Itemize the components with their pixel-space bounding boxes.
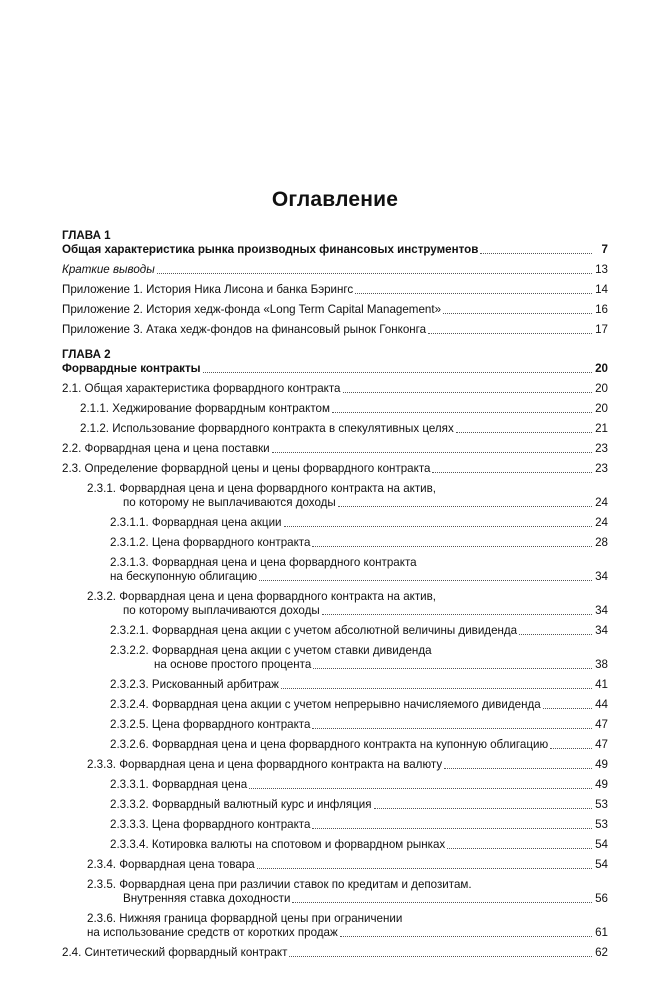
dot-leader xyxy=(456,431,592,433)
toc-entry-2-3[interactable] xyxy=(62,462,608,476)
toc-entry-text: 2.3.2.5. Цена форвардного контракта xyxy=(110,718,311,731)
toc-page-number: 24 xyxy=(595,496,608,509)
toc-entry-text: 2.3.6. Нижняя граница форвардной цены при ограничении xyxy=(87,912,403,925)
toc-entry-text: Краткие выводы xyxy=(62,263,155,276)
dot-leader xyxy=(157,272,592,274)
toc-page xyxy=(62,188,608,966)
dot-leader xyxy=(444,767,592,769)
toc-entry-text-continuation: на основе простого процента xyxy=(154,658,312,671)
dot-leader xyxy=(312,727,592,729)
toc-entry-2-3-3-2[interactable] xyxy=(62,798,608,812)
dot-leader xyxy=(343,391,593,393)
toc-entry-text: Общая характеристика рынка производных финансовых инструментов xyxy=(62,243,479,256)
toc-page-number: 49 xyxy=(595,778,608,791)
toc-entry-2-3-2-3[interactable] xyxy=(62,678,608,692)
toc-entry-text: 2.3.1. Форвардная цена и цена форвардного контракта на актив, xyxy=(87,482,437,495)
dot-leader xyxy=(543,707,592,709)
toc-page-number: 34 xyxy=(595,570,608,583)
toc-page-number: 56 xyxy=(595,892,608,905)
toc-entry-2-3-2-4[interactable] xyxy=(62,698,608,712)
toc-entry-appendix-3[interactable] xyxy=(62,323,608,337)
dot-leader xyxy=(313,667,592,669)
toc-entry-text: 2.4. Синтетический форвардный контракт xyxy=(62,946,288,959)
toc-entry-text: 2.3.1.2. Цена форвардного контракта xyxy=(110,536,311,549)
dot-leader xyxy=(519,633,592,635)
toc-entry-2-2[interactable] xyxy=(62,442,608,456)
toc-page-number: 34 xyxy=(595,624,608,637)
dot-leader xyxy=(338,505,592,507)
toc-entry-text: 2.3.4. Форвардная цена товара xyxy=(87,858,255,871)
toc-entry-text-continuation: на использование средств от коротких продаж xyxy=(87,926,338,939)
chapter-2-label: ГЛАВА 2 xyxy=(62,348,111,361)
toc-entry-text: 2.3.1.3. Форвардная цена и цена форвардного контракта xyxy=(110,556,417,569)
toc-entry-text-continuation: Внутренняя ставка доходности xyxy=(123,892,291,905)
toc-page-number: 61 xyxy=(595,926,608,939)
toc-entry-text: 2.2. Форвардная цена и цена поставки xyxy=(62,442,270,455)
toc-entry-text: 2.3.3.4. Котировка валюты на спотовом и форвардном рынках xyxy=(110,838,446,851)
toc-entry-text: 2.1.2. Использование форвардного контракта в спекулятивных целях xyxy=(80,422,454,435)
toc-page-number: 23 xyxy=(595,442,608,455)
toc-page-number: 53 xyxy=(595,798,608,811)
toc-page-number: 17 xyxy=(595,323,608,336)
dot-leader xyxy=(480,252,592,254)
toc-entry-text: Приложение 1. История Ника Лисона и банка Бэрингс xyxy=(62,283,354,296)
toc-page-number: 20 xyxy=(595,382,608,395)
dot-leader xyxy=(312,827,592,829)
dot-leader xyxy=(550,747,592,749)
dot-leader xyxy=(432,471,592,473)
dot-leader xyxy=(374,807,592,809)
toc-page-number: 20 xyxy=(595,362,608,375)
toc-page-number: 44 xyxy=(595,698,608,711)
dot-leader xyxy=(355,292,592,294)
toc-entry-2-3-2-2[interactable] xyxy=(62,644,608,672)
dot-leader xyxy=(257,867,592,869)
toc-entry-text: 2.3.1.1. Форвардная цена акции xyxy=(110,516,282,529)
toc-entry-text: Приложение 3. Атака хедж-фондов на финансовый рынок Гонконга xyxy=(62,323,427,336)
dot-leader xyxy=(428,332,592,334)
toc-page-number: 54 xyxy=(595,838,608,851)
toc-page-number: 14 xyxy=(595,283,608,296)
toc-page-number: 23 xyxy=(595,462,608,475)
toc-entry-2-3-1-2[interactable] xyxy=(62,536,608,550)
dot-leader xyxy=(340,935,592,937)
toc-page-number: 21 xyxy=(595,422,608,435)
toc-entry-text: 2.3.2.1. Форвардная цена акции с учетом абсолютной величины дивиденда xyxy=(110,624,518,637)
toc-page-number: 49 xyxy=(595,758,608,771)
toc-entry-2-1-2[interactable] xyxy=(62,422,608,436)
toc-entry-chapter-1-heading[interactable] xyxy=(62,243,608,257)
toc-entry-text-continuation: по которому не выплачиваются доходы xyxy=(123,496,336,509)
toc-entry-text: Форвардные контракты xyxy=(62,362,201,375)
toc-page-number: 28 xyxy=(595,536,608,549)
toc-entry-text: 2.3.3. Форвардная цена и цена форвардного контракта на валюту xyxy=(87,758,443,771)
toc-entry-text: 2.3. Определение форвардной цены и цены форвардного контракта xyxy=(62,462,431,475)
toc-page-number: 47 xyxy=(595,718,608,731)
toc-entry-text: 2.3.2.2. Форвардная цена акции с учетом ставки дивиденда xyxy=(110,644,432,657)
toc-entry-2-3-4[interactable] xyxy=(62,858,608,872)
toc-entry-2-3-3[interactable] xyxy=(62,758,608,772)
toc-page-number: 47 xyxy=(595,738,608,751)
chapter-1-label: ГЛАВА 1 xyxy=(62,229,111,242)
toc-entry-2-3-3-4[interactable] xyxy=(62,838,608,852)
toc-entry-2-3-2-5[interactable] xyxy=(62,718,608,732)
page-title: Оглавление xyxy=(271,188,399,211)
toc-entry-summary[interactable] xyxy=(62,263,608,277)
toc-entry-2-3-1[interactable] xyxy=(62,482,608,510)
toc-page-number: 54 xyxy=(595,858,608,871)
toc-entry-text: 2.3.2.3. Рискованный арбитраж xyxy=(110,678,279,691)
dot-leader xyxy=(332,411,592,413)
dot-leader xyxy=(203,371,592,373)
toc-page-number: 13 xyxy=(595,263,608,276)
toc-entry-2-3-3-3[interactable] xyxy=(62,818,608,832)
dot-leader xyxy=(289,955,592,957)
toc-entry-appendix-2[interactable] xyxy=(62,303,608,317)
dot-leader xyxy=(249,787,592,789)
dot-leader xyxy=(322,613,592,615)
toc-entry-2-3-3-1[interactable] xyxy=(62,778,608,792)
toc-entry-2-1[interactable] xyxy=(62,382,608,396)
toc-entry-text: 2.3.2. Форвардная цена и цена форвардного контракта на актив, xyxy=(87,590,437,603)
toc-entry-text: 2.1.1. Хеджирование форвардным контрактом xyxy=(80,402,330,415)
dot-leader xyxy=(281,687,592,689)
toc-entry-text-continuation: на бескупонную облигацию xyxy=(110,570,258,583)
toc-entry-2-3-2[interactable] xyxy=(62,590,608,618)
toc-entry-2-3-6[interactable] xyxy=(62,912,608,940)
toc-entry-2-1-1[interactable] xyxy=(62,402,608,416)
toc-entry-text: 2.3.3.2. Форвардный валютный курс и инфляция xyxy=(110,798,372,811)
toc-entry-2-3-1-1[interactable] xyxy=(62,516,608,530)
toc-page-number: 7 xyxy=(601,243,608,256)
toc-entry-text: 2.3.5. Форвардная цена при различии ставок по кредитам и депозитам. xyxy=(87,878,472,891)
toc-entry-text-continuation: по которому выплачиваются доходы xyxy=(123,604,320,617)
toc-entry-chapter-2-heading[interactable] xyxy=(62,362,608,376)
toc-page-number: 38 xyxy=(595,658,608,671)
toc-entry-2-3-2-1[interactable] xyxy=(62,624,608,638)
toc-entry-text: 2.3.2.4. Форвардная цена акции с учетом непрерывно начисляемого дивиденда xyxy=(110,698,541,711)
toc-page-number: 16 xyxy=(595,303,608,316)
dot-leader xyxy=(443,312,592,314)
toc-entry-2-4[interactable] xyxy=(62,946,608,960)
toc-entry-2-3-1-3[interactable] xyxy=(62,556,608,584)
dot-leader xyxy=(312,545,592,547)
toc-page-number: 34 xyxy=(595,604,608,617)
dot-leader xyxy=(447,847,592,849)
toc-page-number: 62 xyxy=(595,946,608,959)
toc-page-number: 20 xyxy=(595,402,608,415)
toc-page-number: 24 xyxy=(595,516,608,529)
toc-entry-text: Приложение 2. История хедж-фонда «Long Term Capital Management» xyxy=(62,303,442,316)
toc-entry-text: 2.3.3.3. Цена форвардного контракта xyxy=(110,818,311,831)
toc-entry-text: 2.3.2.6. Форвардная цена и цена форвардного контракта на купонную облигацию xyxy=(110,738,549,751)
toc-entry-appendix-1[interactable] xyxy=(62,283,608,297)
toc-entry-text: 2.1. Общая характеристика форвардного контракта xyxy=(62,382,341,395)
dot-leader xyxy=(292,901,592,903)
toc-entry-text: 2.3.3.1. Форвардная цена xyxy=(110,778,248,791)
toc-entry-2-3-2-6[interactable] xyxy=(62,738,608,752)
toc-page-number: 53 xyxy=(595,818,608,831)
dot-leader xyxy=(272,451,592,453)
dot-leader xyxy=(259,579,592,581)
toc-page-number: 41 xyxy=(595,678,608,691)
dot-leader xyxy=(284,525,592,527)
toc-entry-2-3-5[interactable] xyxy=(62,878,608,906)
